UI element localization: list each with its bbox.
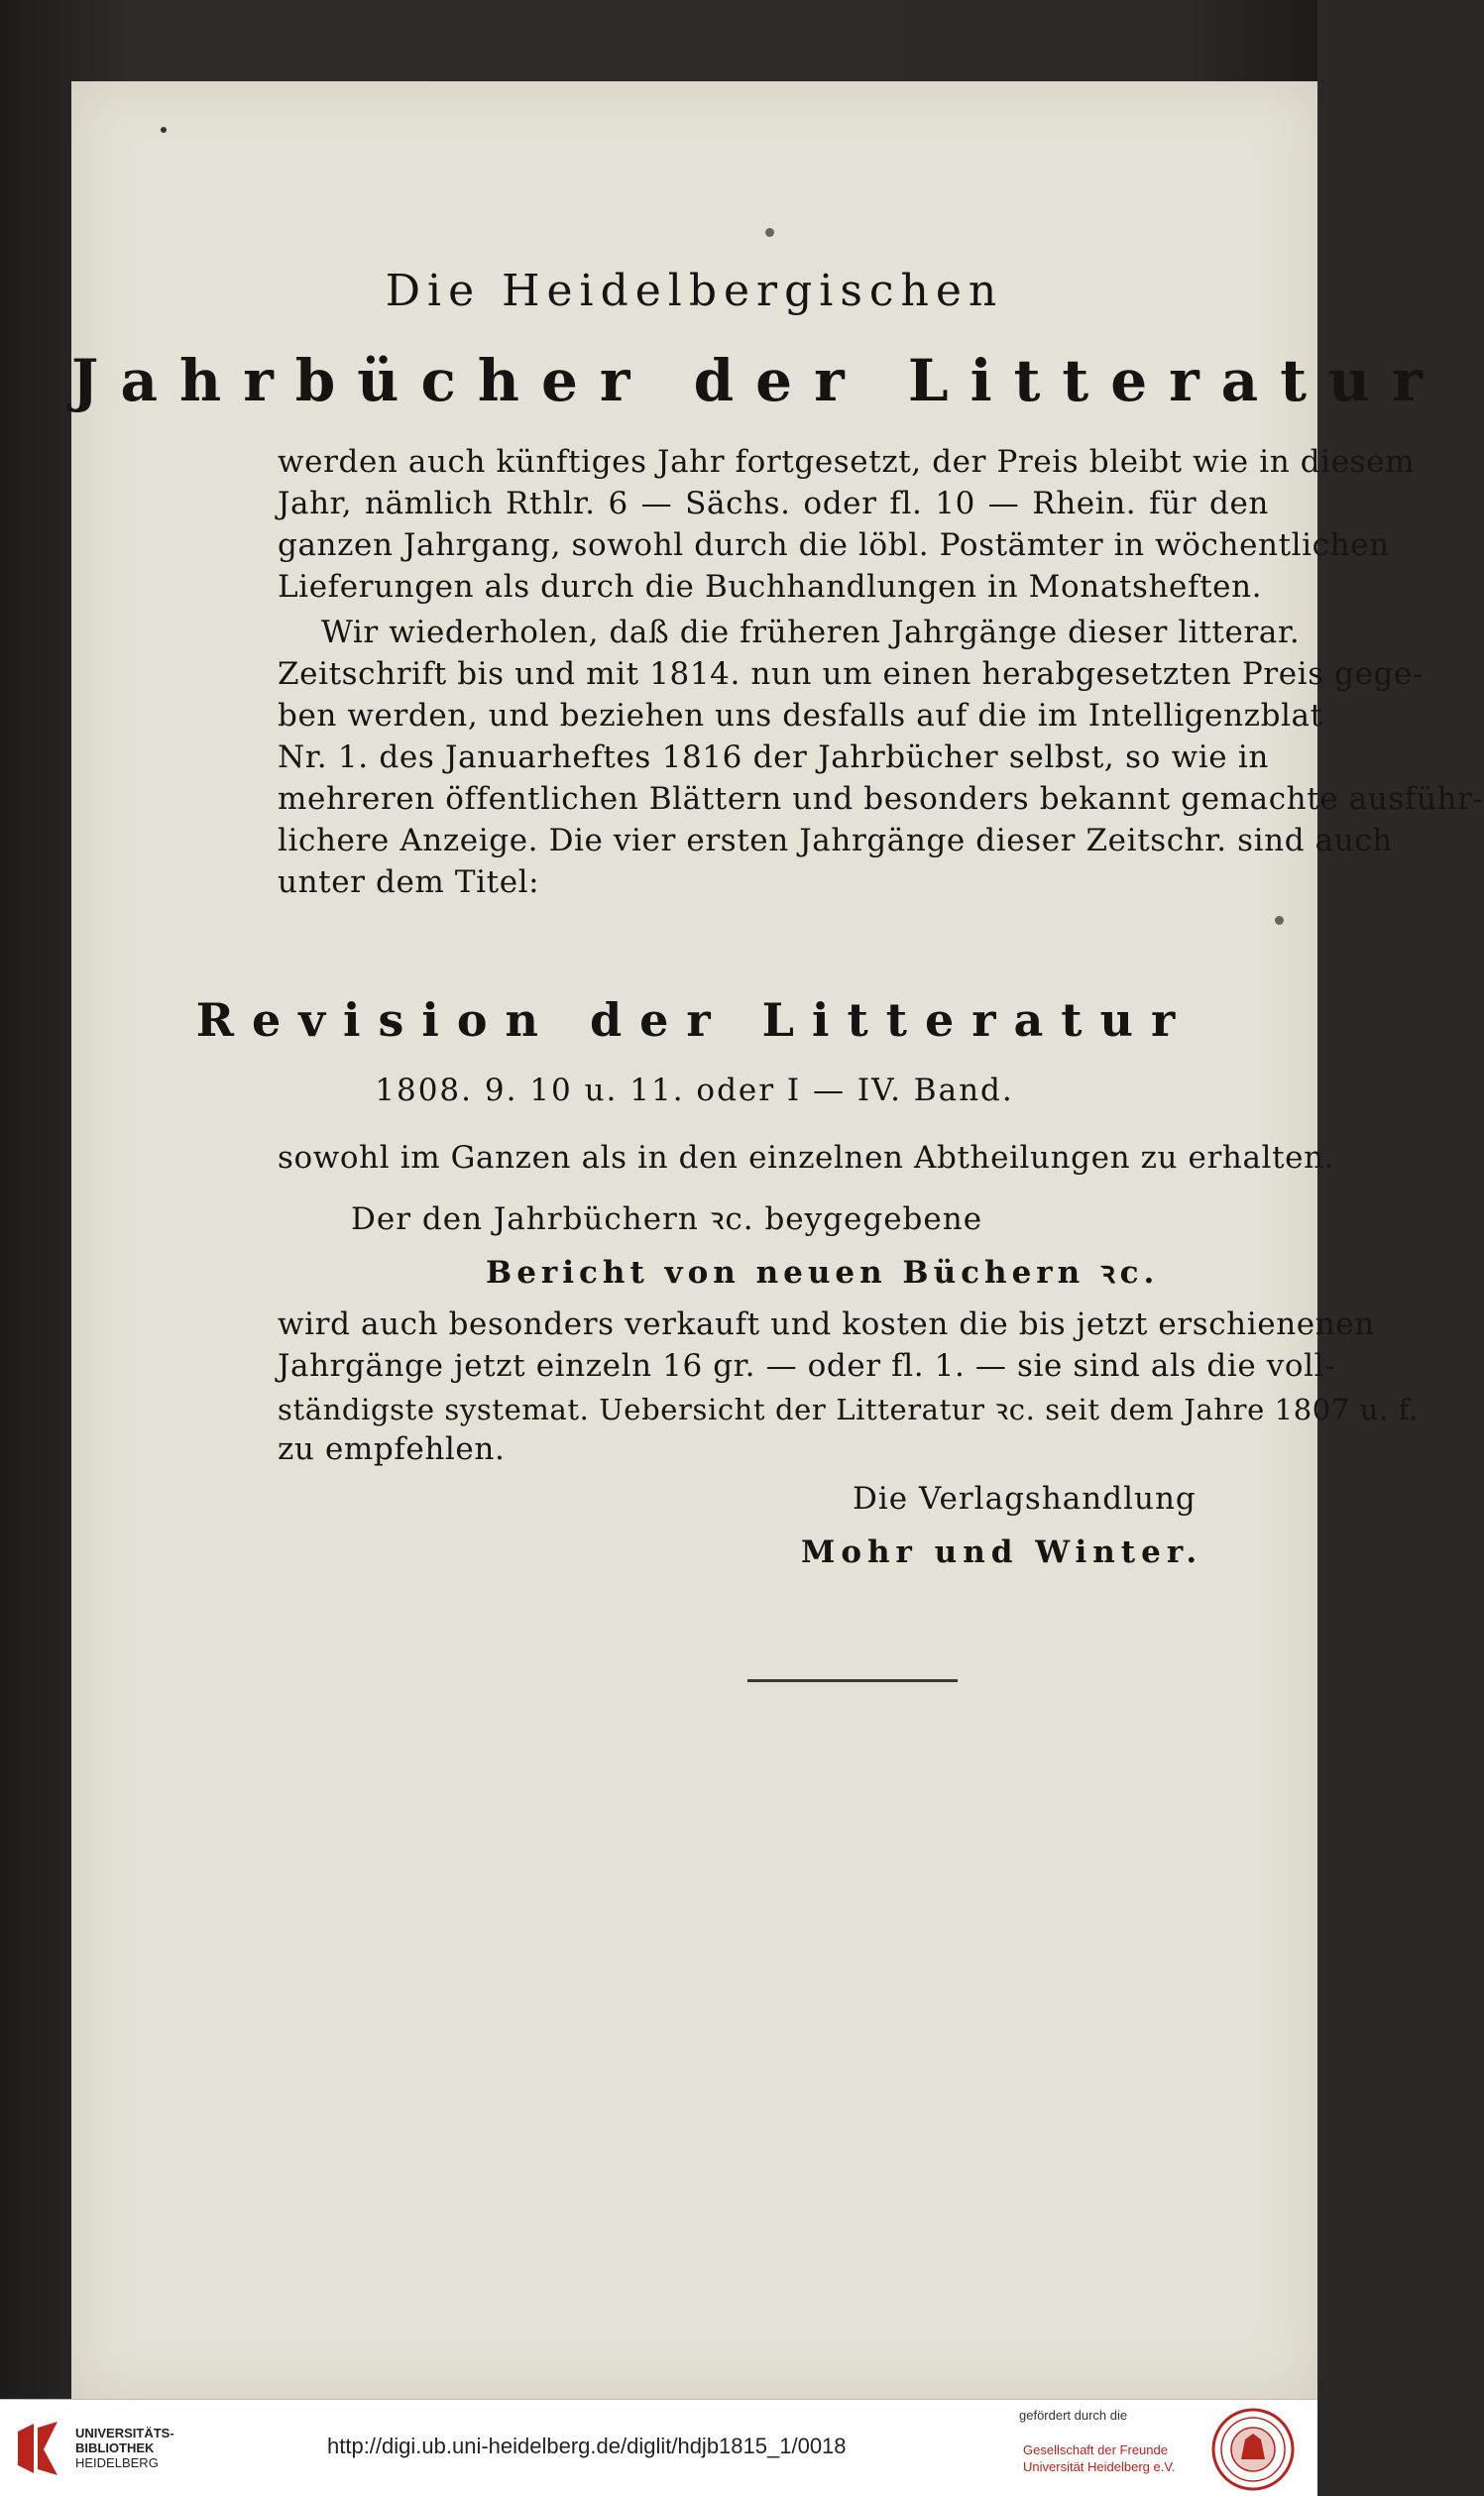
paragraph-2-line: ben werden, und beziehen uns desfalls auf die im Intelligenzblat bbox=[278, 698, 1323, 734]
paragraph-4-line: wird auch besonders verkauft und kosten die bis jetzt erschienenen bbox=[278, 1306, 1375, 1342]
sponsor-name-line: Universität Heidelberg e.V. bbox=[1023, 2459, 1176, 2474]
viewer-footer bbox=[0, 2399, 1317, 2496]
sponsor-name-line: Gesellschaft der Freunde bbox=[1023, 2442, 1168, 2457]
paragraph-2-line: Wir wiederholen, daß die früheren Jahrgänge dieser litterar. bbox=[321, 615, 1301, 650]
paper-speck bbox=[161, 127, 167, 133]
revision-title: Revision der Litteratur bbox=[195, 993, 1194, 1047]
university-seal-icon bbox=[1211, 2408, 1295, 2491]
beigegeben-line: Der den Jahrbüchern ꝛc. beygegebene bbox=[351, 1201, 983, 1237]
signature-publisher: Die Verlagshandlung bbox=[853, 1481, 1197, 1517]
paragraph-4-line: ständigste systemat. Uebersicht der Litteratur ꝛc. seit dem Jahre 1807 u. f. bbox=[278, 1393, 1419, 1426]
paragraph-1-line: werden auch künftiges Jahr fortgesetzt, der Preis bleibt wie in diesem bbox=[278, 444, 1416, 480]
signature-names: Mohr und Winter. bbox=[801, 1534, 1203, 1570]
library-name bbox=[75, 2426, 174, 2470]
paragraph-1-line: ganzen Jahrgang, sowohl durch die löbl. Postämter in wöchentlichen bbox=[278, 527, 1390, 563]
paragraph-4-line: Jahrgänge jetzt einzeln 16 gr. — oder fl. 1. — sie sind als die voll- bbox=[278, 1348, 1336, 1384]
paper-speck bbox=[1275, 916, 1284, 925]
bericht-line: Bericht von neuen Büchern ꝛc. bbox=[486, 1255, 1160, 1291]
paragraph-2-line: mehreren öffentlichen Blättern und besonders bekannt gemachte ausführ- bbox=[278, 781, 1484, 817]
document-page bbox=[71, 81, 1484, 2399]
heading-line-1: Die Heidelbergischen bbox=[385, 266, 1004, 316]
paragraph-2-line: Zeitschrift bis und mit 1814. nun um einen herabgesetzten Preis gege- bbox=[278, 656, 1425, 692]
library-name-line: UNIVERSITÄTS- bbox=[75, 2426, 174, 2440]
page-url[interactable]: http://digi.ub.uni-heidelberg.de/diglit/hdjb1815_1/0018 bbox=[327, 2434, 847, 2458]
paper-speck bbox=[765, 228, 774, 237]
revision-subtitle: 1808. 9. 10 u. 11. oder I — IV. Band. bbox=[375, 1073, 1014, 1108]
paragraph-1-line: Lieferungen als durch die Buchhandlungen in Monatsheften. bbox=[278, 569, 1263, 605]
heading-line-2: Jahrbücher der Litteratur bbox=[71, 347, 1444, 414]
paragraph-2-line: lichere Anzeige. Die vier ersten Jahrgänge dieser Zeitschr. sind auch bbox=[278, 823, 1393, 858]
paragraph-4-line: zu empfehlen. bbox=[278, 1431, 506, 1467]
paragraph-2-line: Nr. 1. des Januarheftes 1816 der Jahrbücher selbst, so wie in bbox=[278, 739, 1269, 775]
funded-by-label: gefördert durch die bbox=[1019, 2408, 1128, 2423]
library-name-line: BIBLIOTHEK bbox=[75, 2440, 155, 2455]
library-name-line: HEIDELBERG bbox=[75, 2455, 159, 2470]
sponsor-name[interactable] bbox=[1023, 2441, 1175, 2475]
university-library-logo bbox=[14, 2420, 65, 2477]
paragraph-2-line: unter dem Titel: bbox=[278, 864, 540, 900]
closing-rule bbox=[747, 1679, 958, 1682]
paragraph-1-line: Jahr, nämlich Rthlr. 6 — Sächs. oder fl. 10 — Rhein. für den bbox=[278, 486, 1269, 521]
paragraph-3: sowohl im Ganzen als in den einzelnen Abtheilungen zu erhalten. bbox=[278, 1140, 1335, 1176]
